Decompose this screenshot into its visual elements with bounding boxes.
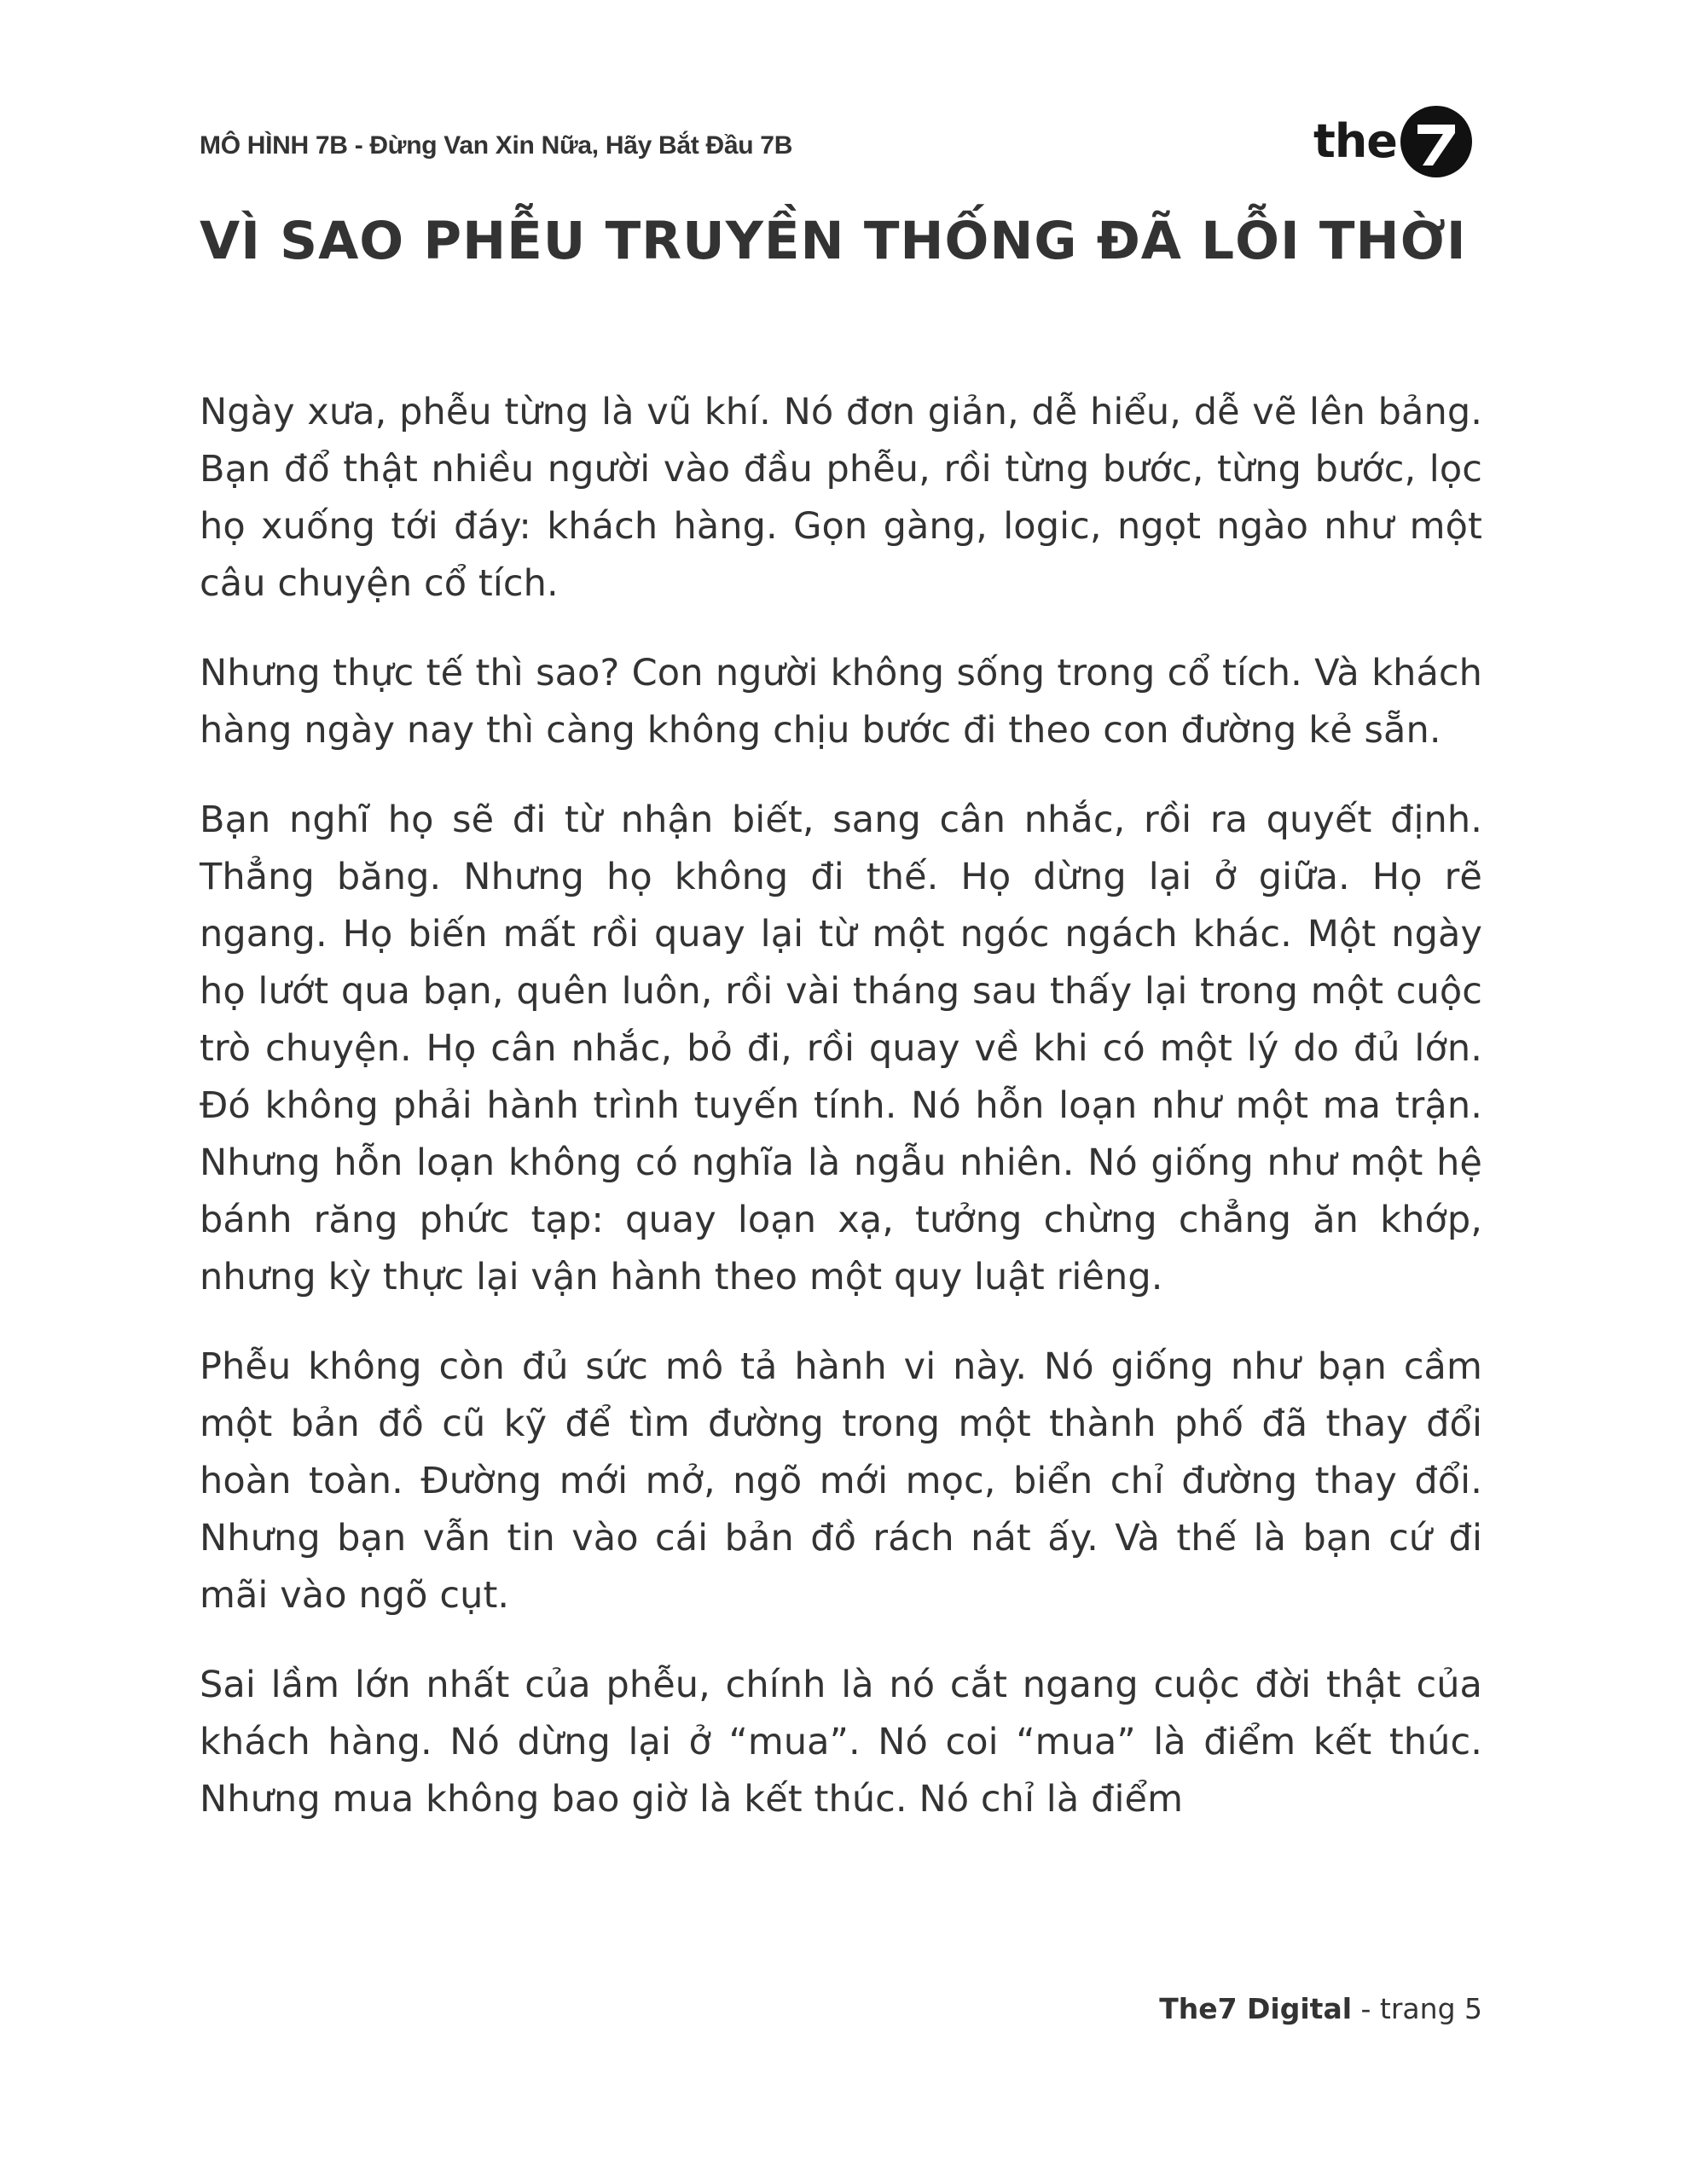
paragraph: Sai lầm lớn nhất của phễu, chính là nó cắt ngang cuộc đời thật của khách hàng. Nó dừng lại ở “mua”. Nó coi “mua” là điểm kết thúc. Nhưng mua không bao giờ là kết thúc. Nó chỉ là điểm bbox=[200, 1664, 1482, 1821]
paragraph: Nhưng thực tế thì sao? Con người không sống trong cổ tích. Và khách hàng ngày nay thì càng không chịu bước đi theo con đường kẻ sẵn. bbox=[200, 652, 1482, 752]
paragraph: Phễu không còn đủ sức mô tả hành vi này. Nó giống như bạn cầm một bản đồ cũ kỹ để tìm đường trong một thành phố đã thay đổi hoàn toàn. Đường mới mở, ngõ mới mọc, biển chỉ đường thay đổi. Nhưng bạn vẫn tin vào cái bản đồ rách nát ấy. Và thế là bạn cứ đi mãi vào ngõ cụt. bbox=[200, 1345, 1482, 1617]
the7-logo bbox=[1313, 106, 1472, 177]
the7-logo-icon bbox=[1400, 106, 1472, 177]
running-header: MÔ HÌNH 7B - Đừng Van Xin Nữa, Hãy Bắt Đầu 7B bbox=[200, 131, 793, 160]
paragraph: Bạn nghĩ họ sẽ đi từ nhận biết, sang cân nhắc, rồi ra quyết định. Thẳng băng. Nhưng họ không đi thế. Họ dừng lại ở giữa. Họ rẽ ngang. Họ biến mất rồi quay lại từ một ngóc ngách khác. Một ngày họ lướt qua bạn, quên luôn, rồi vài tháng sau thấy lại trong một cuộc trò chuyện. Họ cân nhắc, bỏ đi, rồi quay về khi có một lý do đủ lớn. Đó không phải hành trình tuyến tính. Nó hỗn loạn như một ma trận. Nhưng hỗn loạn không có nghĩa là ngẫu nhiên. Nó giống như một hệ bánh răng phức tạp: quay loạn xạ, tưởng chừng chẳng ăn khớp, nhưng kỳ thực lại vận hành theo một quy luật riêng. bbox=[200, 799, 1482, 1298]
page-number: trang 5 bbox=[1379, 1992, 1482, 2025]
footer-separator: - bbox=[1352, 1992, 1380, 2025]
logo-text: the bbox=[1313, 114, 1397, 168]
page-title: VÌ SAO PHỄU TRUYỀN THỐNG ĐÃ LỖI THỜI bbox=[200, 211, 1467, 271]
seven-mark-icon bbox=[1400, 106, 1472, 177]
body-text bbox=[200, 384, 1482, 1861]
footer-brand: The7 Digital bbox=[1159, 1992, 1353, 2025]
paragraph: Ngày xưa, phễu từng là vũ khí. Nó đơn giản, dễ hiểu, dễ vẽ lên bảng. Bạn đổ thật nhiều người vào đầu phễu, rồi từng bước, từng bước, lọc họ xuống tới đáy: khách hàng. Gọn gàng, logic, ngọt ngào như một câu chuyện cổ tích. bbox=[200, 391, 1482, 605]
page-footer bbox=[1159, 1992, 1482, 2025]
